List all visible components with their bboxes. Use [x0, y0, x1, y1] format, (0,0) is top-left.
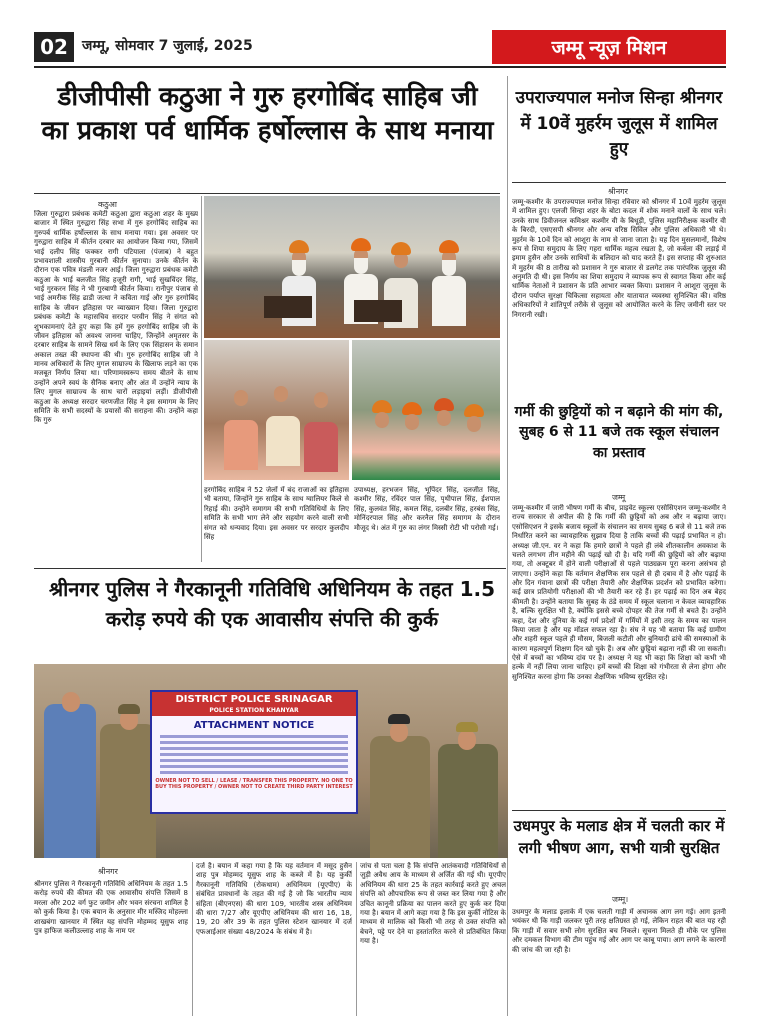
- header-rule: [34, 66, 726, 68]
- police-col-2: दर्ज है। बयान में कहा गया है कि यह वर्तमान में मसूद हुसैन शाह पुत्र मोहम्मद यूसुफ शाह के कब्जे में है। यह कुर्की गैरकानूनी गतिविधि (रोकथाम) अधिनियम (यूएपीए) के संबंधित प्रावधानों के तहत की गई है जो कि भारतीय न्याय संहिता (बीएनएस) की धारा 109, भारतीय शस्त्र अधिनियम की धारा 7/27 और यूएपीए अधिनियम की धारा 16, 18, 19, 20 और 39 के तहत पुलिस स्टेशन खानयार में दर्ज एफआईआर संख्या 48/2024 के संबंध में है।: [196, 862, 352, 936]
- police-headline: श्रीनगर पुलिस ने गैरकानूनी गतिविधि अधिनियम के तहत 1.5 करोड़ रुपये की एक आवासीय संपत्ति की कुर्क: [48, 577, 496, 631]
- lg-rule: [512, 182, 726, 183]
- police-col-3: जांच से पता चला है कि संपत्ति आतंकवादी गतिविधियों से जुड़ी अवैध आय के माध्यम से अर्जित की गई थी। यूएपीए अधिनियम की धारा 25 के तहत कार्रवाई करते हुए अचल संपत्ति को औपचारिक रूप से जब्त कर लिया गया है और उचित कानूनी प्रक्रिया का पालन करते हुए कुर्क कर दिया गया है। बयान में आगे कहा गया है कि इस कुर्की नोटिस के माध्यम से मालिक को किसी भी तरह से उक्त संपत्ति को बेचने, पट्टे पर देने या हस्तांतरित करने से प्रतिबंधित किया गया है।: [360, 862, 506, 945]
- page-number: 02: [34, 32, 74, 62]
- column-divider: [201, 196, 202, 562]
- lg-dateline: श्रीनगर: [608, 187, 628, 196]
- school-headline: गर्मी की छुट्टियों को न बढ़ाने की मांग की, सुबह 6 से 11 बजे तक स्कूल संचालन का प्रस्ताव: [514, 404, 724, 461]
- gurdwara-col-3: उपाध्यक्ष, हरभजन सिंह, भूपिंदर सिंह, दलजीत सिंह, कश्मीर सिंह, रविंदर पाल सिंह, पृथीपाल सिंह, ईशपाल सिंह, कुलवंत सिंह, कमल सिंह, दलबीर सिंह, हरबंस सिंह, मोनिंदरपाल सिंह और करनैल सिंह समागम के दौरान मौजूद थे। अंत में गुरु का लंगर मिस्सी रोटी भी परोसी गई।: [354, 486, 500, 532]
- police-rule: [34, 568, 506, 569]
- right-column-divider: [507, 76, 508, 1016]
- police-col-1: श्रीनगर पुलिस ने गैरकानूनी गतिविधि अधिनियम के तहत 1.5 करोड़ रुपये की कीमत की एक आवासीय संपत्ति जिसमें 8 मरला और 202 वर्ग फुट जमीन और भवन संरचना शामिल है को कुर्क किया है। एक बयान के अनुसार मीर मस्जिद मोहल्ला शाखबंगा खानयार में स्थित यह संपत्ति मोहम्मद यूसुफ शाह पुत्र हाफिज कलीउल्लाह शाह के नाम पर: [34, 880, 188, 935]
- notice-text-lines: [160, 735, 348, 774]
- school-dateline: जम्मू: [612, 493, 626, 502]
- column-divider: [356, 862, 357, 1016]
- sangat-women-photo: [204, 340, 349, 480]
- kirtan-photo: [204, 196, 500, 338]
- gurdwara-rule: [34, 193, 500, 194]
- notice-station: POLICE STATION KHANYAR: [152, 707, 356, 716]
- gurdwara-col-1: जिला गुरुद्वारा प्रबंधक कमेटी कठुआ द्वारा कठुआ शहर के मुख्य बाजार में स्थित गुरुद्वारा सिंह सभा में गुरु हरगोबिंद साहिब का गुरुपर्ब धार्मिक हर्षोल्लास के साथ मनाया गया। इस अवसर पर गुरुद्वारा साहिब में कीर्तन दरबार का आयोजन किया गया, जिसमें भाई दलीप सिंह फक्कर रागी पटियाला (पंजाब) ने बहुत प्रभावशाली शास्त्रीय गुरबानी कीर्तन सुनाया। उनके कीर्तन के दौरान एक पवित्र मंडली नजर आई। जिला गुरुद्वारा प्रबंधक कमेटी कठुआ के भाई बलजीत सिंह हजूरी रागी, भाई सुखविंदर सिंह, भाई गुरकरन सिंह ने भी गुरबाणी कीर्तन किया। रानीपुर पंजाब से भाई अमरीक सिंह ढाडी जत्था ने कविता गाई और गुरु हरगोबिंद साहिब के जीवन इतिहास पर व्याख्यान दिया। जिला गुरुद्वारा प्रबंधक कमेटी के महासचिव सरदार परवीन सिंह ने संगत को शुभकामनाएं देते हुए कहा कि हमें गुरु हरगोबिंद साहिब जी के जीवन इतिहास को अवश्य जानना चाहिए, जिन्होंने अमृतसर के दरबार साहिब के सामने सिख धर्म के लिए एक सिंहासन के समान अकाल तख्त की स्थापना की थी। गुरु हरगोबिंद साहिब जी ने मानव अधिकारों के लिए मुगल साम्राज्य के खिलाफ लड़ने का एक मजबूत निर्णय लिया था। परिणामस्वरूप समय बीतने के साथ उन्होंने अपने स्वयं के सैनिक बनाए और अंत में उन्होंने न्याय के लिए मुगल साम्राज्य के साथ चारों लड़ाइयां लड़ीं। डीजीपीसी कठुआ के अध्यक्ष सरदार चरणजीत सिंह ने इस समागम के लिए समिति के सभी सदस्यों के प्रयासों की सराहना की। उन्होंने कहा कि गुरु: [34, 210, 198, 425]
- page-header: [0, 0, 758, 64]
- lg-body: जम्मू-कश्मीर के उपराज्यपाल मनोज सिन्हा रविवार को श्रीनगर में 10वें मुहर्रम जुलूस में शामिल हुए। एलजी सिन्हा शहर के बोटा कदल में शोक मनाने वालों के साथ चले। उनके साथ डिवीजनल कमिश्नर कश्मीर वी के बिधूड़ी, पुलिस महानिरीक्षक कश्मीर वी के बिरदी, एसएसपी श्रीनगर और अन्य वरिष्ठ सिविल और पुलिस अधिकारी भी थे। मुहर्रम के 10वें दिन को आशूरा के नाम से जाना जाता है। यह दिन मुसलमानों, विशेष रूप से शिया समुदाय के लिए गहरा धार्मिक महत्व रखता है, जो कर्बला की लड़ाई में इमाम हुसैन और उनके साथियों के बलिदान को याद करते हैं। इस सप्ताह की शुरुआत में मुहर्रम की 8 तारीख को प्रशासन ने गुरु बाजार से डलगेट तक पारंपरिक जुलूस की अनुमति दी थी। इस निर्णय का शिया समुदाय ने व्यापक रूप से स्वागत किया और कई धार्मिक नेताओं ने प्रशासन के प्रति आभार व्यक्त किया। प्रशासन ने आशूरा जुलूस के दौरान पर्याप्त सुरक्षा चिकित्सा सहायता और यातायात व्यवस्था सुनिश्चित की। वरिष्ठ अधिकारियों ने शांतिपूर्ण तरीके से जुलूस को आयोजित करने के लिए जमीनी स्तर पर निगरानी रखी।: [512, 198, 726, 319]
- gurdwara-headline: डीजीपीसी कठुआ ने गुरु हरगोबिंद साहिब जी का प्रकाश पर्व धार्मिक हर्षोल्लास के साथ मनाया: [41, 82, 494, 147]
- police-dateline: श्रीनगर: [98, 867, 118, 876]
- fire-body: उधमपुर के मलाड इलाके में एक चलती गाड़ी में अचानक आग लग गई। आग इतनी भयंकर थी कि गाड़ी जलकर पूरी तरह क्षतिग्रस्त हो गई, लेकिन राहत की बात यह रही कि गाड़ी में सवार सभी लोग सुरक्षित बच निकले। सूचना मिलते ही मौके पर पुलिस और दमकल विभाग की टीम पहुंच गई और आग पर काबू पाया। आग लगने के कारणों की जांच की जा रही है।: [512, 908, 726, 954]
- fire-rule: [512, 810, 726, 811]
- lg-headline: उपराज्यपाल मनोज सिन्हा श्रीनगर में 10वें मुहर्रम जुलूस में शामिल हुए: [515, 88, 723, 159]
- issue-date: जम्मू, सोमवार 7 जुलाई, 2025: [82, 38, 253, 54]
- notice-district: DISTRICT POLICE SRINAGAR: [152, 692, 356, 707]
- notice-heading: ATTACHMENT NOTICE: [193, 720, 315, 731]
- notice-footer: OWNER NOT TO SELL / LEASE / TRANSFER THIS PROPERTY. NO ONE TO BUY THIS PROPERTY / OWNER NOT TO CREATE THIRD PARTY INTEREST: [155, 778, 353, 790]
- masthead: जम्मू न्यूज़ मिशन: [492, 30, 726, 64]
- attachment-notice-board: [150, 690, 358, 814]
- sangat-men-photo: [352, 340, 500, 480]
- fire-headline: उधमपुर के मलाड क्षेत्र में चलती कार में लगी भीषण आग, सभी यात्री सुरक्षित: [513, 817, 725, 857]
- gurdwara-col-2: हरगोबिंद साहिब ने 52 जेलों में बंद राजाओं का इतिहास भी बताया, जिन्होंने गुरु साहिब के साथ ग्वालियर किले से रिहाई की। उन्होंने समागम की सभी गतिविधियों के लिए समिति के सभी भाग लेने और सहयोग करने वाली सभी संगत को धन्यवाद दिया। इस अवसर पर सरदार कुलदीप सिंह: [204, 486, 349, 541]
- school-body: जम्मू-कश्मीर में जारी भीषण गर्मी के बीच, प्राइवेट स्कूल्स एसोसिएशन जम्मू-कश्मीर ने राज्य सरकार से अपील की है कि गर्मी की छुट्टियों को अब और न बढ़ाया जाए। एसोसिएशन ने इसके बजाय स्कूलों के संचालन का समय सुबह 6 बजे से 11 बजे तक निर्धारित करने का व्यावहारिक सुझाव दिया है ताकि बच्चों की पढ़ाई प्रभावित न हो। अध्यक्ष जी.एन. वर ने कहा कि हमारे छात्रों ने पहले ही लंबे शीतकालीन अवकाश के चलते लगभग तीन महीने की पढ़ाई खो दी है। यदि गर्मी की छुट्टियों को और बढ़ाया गया, तो अक्टूबर में होने वाली परीक्षाओं से पहले पाठ्यक्रम पूरा करना असंभव हो जाएगा। उन्होंने कहा कि वर्तमान शैक्षणिक सत्र पहले से ही दबाव में है और पढ़ाई के और दिन गंवाना छात्रों की परीक्षा तैयारी और शैक्षणिक प्रदर्शन को प्रभावित करेगा। कई छात्र प्रतियोगी परीक्षाओं की भी तैयारी कर रहे हैं। हर पढ़ाई का दिन अब बेहद कीमती है। उन्होंने बताया कि सुबह के ठंडे समय में स्कूल चलाना न केवल व्यावहारिक है, बल्कि सुरक्षित भी है, क्योंकि इससे बच्चे दोपहर की तेज गर्मी से बचते हैं। उन्होंने कहा, देश और दुनिया के कई गर्म प्रदेशों में गर्मियों में इसी तरह के समय का पालन किया जाता है और यह मॉडल सफल रहा है। संघ ने यह भी बताया कि कई ग्रामीण और शहरी स्कूल पहले ही मौसम, बिजली कटौती और बुनियादी ढांचे की समस्याओं के कारण महत्वपूर्ण शिक्षण दिन खो चुके हैं। अब और छुट्टियां बढ़ाना नहीं की जा सकती। ऐसे में बच्चों का भविष्य दांव पर है। अध्यक्ष ने यह भी कहा कि शिक्षा को कभी भी हल्के में नहीं लिया जाना चाहिए। हमें बच्चों की शिक्षा को गंभीरता से लेना होगा और सुनिश्चित करना होगा कि उनका शैक्षणिक भविष्य सुरक्षित रहे।: [512, 504, 726, 681]
- fire-dateline: जम्मू।: [612, 895, 629, 904]
- gurdwara-dateline: कठुआ: [98, 200, 117, 209]
- column-divider: [192, 862, 193, 1016]
